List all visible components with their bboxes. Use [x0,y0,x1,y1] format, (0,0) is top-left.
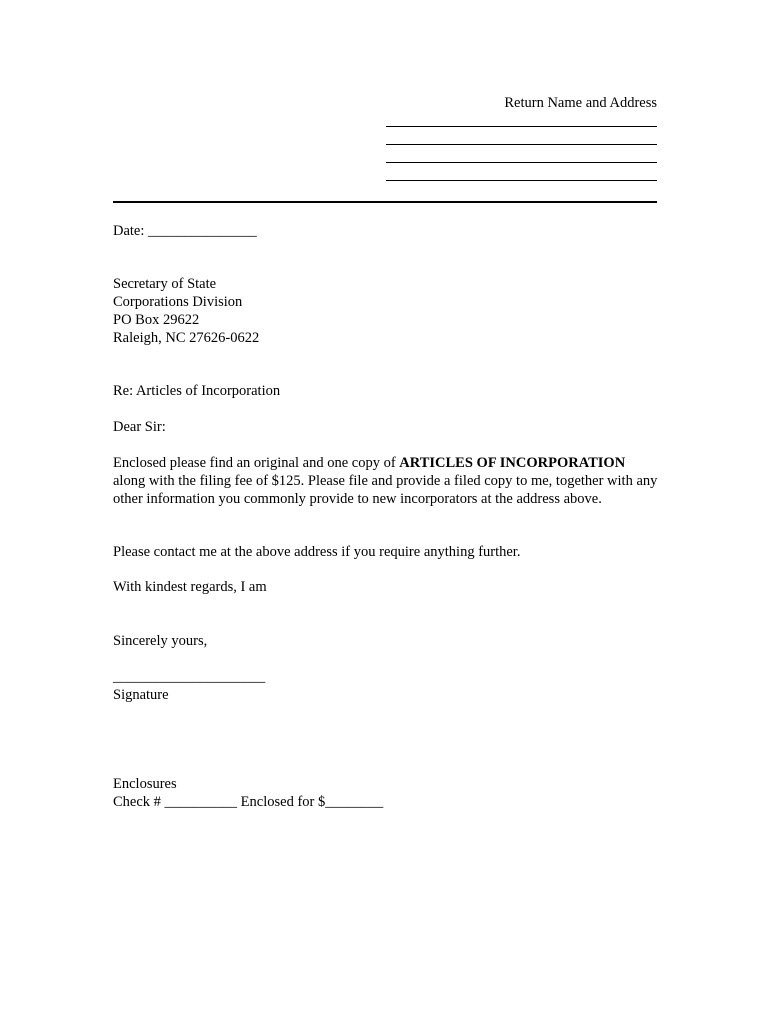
recipient-line-1: Secretary of State [113,276,217,292]
return-address-line-1[interactable] [386,126,657,127]
check-enclosed-line[interactable]: Check # __________ Enclosed for $________ [113,794,384,810]
return-name-address-label: Return Name and Address [504,95,657,111]
articles-of-incorporation-bold: ARTICLES OF INCORPORATION [399,455,626,471]
header-divider-rule [113,201,657,203]
body-paragraph-1-tail: along with the filing fee of $125. Please file and provide a filed copy to me, together with any other information you commonly provide to new incorporators at the address above. [113,473,658,507]
return-address-line-3[interactable] [386,162,657,163]
recipient-line-4: Raleigh, NC 27626-0622 [113,330,260,346]
date-field[interactable]: Date: _______________ [113,223,257,239]
body-paragraph-1-lead: Enclosed please find an original and one copy of [113,455,400,471]
signature-blank[interactable]: _____________________ [113,669,266,685]
subject-line: Re: Articles of Incorporation [113,383,281,399]
return-address-line-4[interactable] [386,180,657,181]
salutation: Dear Sir: [113,419,166,435]
body-paragraph-3: With kindest regards, I am [113,579,267,595]
recipient-line-2: Corporations Division [113,294,243,310]
recipient-line-3: PO Box 29622 [113,312,200,328]
body-paragraph-1 [113,454,661,508]
return-address-line-2[interactable] [386,144,657,145]
signature-label: Signature [113,687,169,703]
recipient-address [113,275,259,347]
enclosures-title: Enclosures [113,776,177,792]
closing: Sincerely yours, [113,633,208,649]
body-paragraph-2: Please contact me at the above address if you require anything further. [113,544,521,560]
